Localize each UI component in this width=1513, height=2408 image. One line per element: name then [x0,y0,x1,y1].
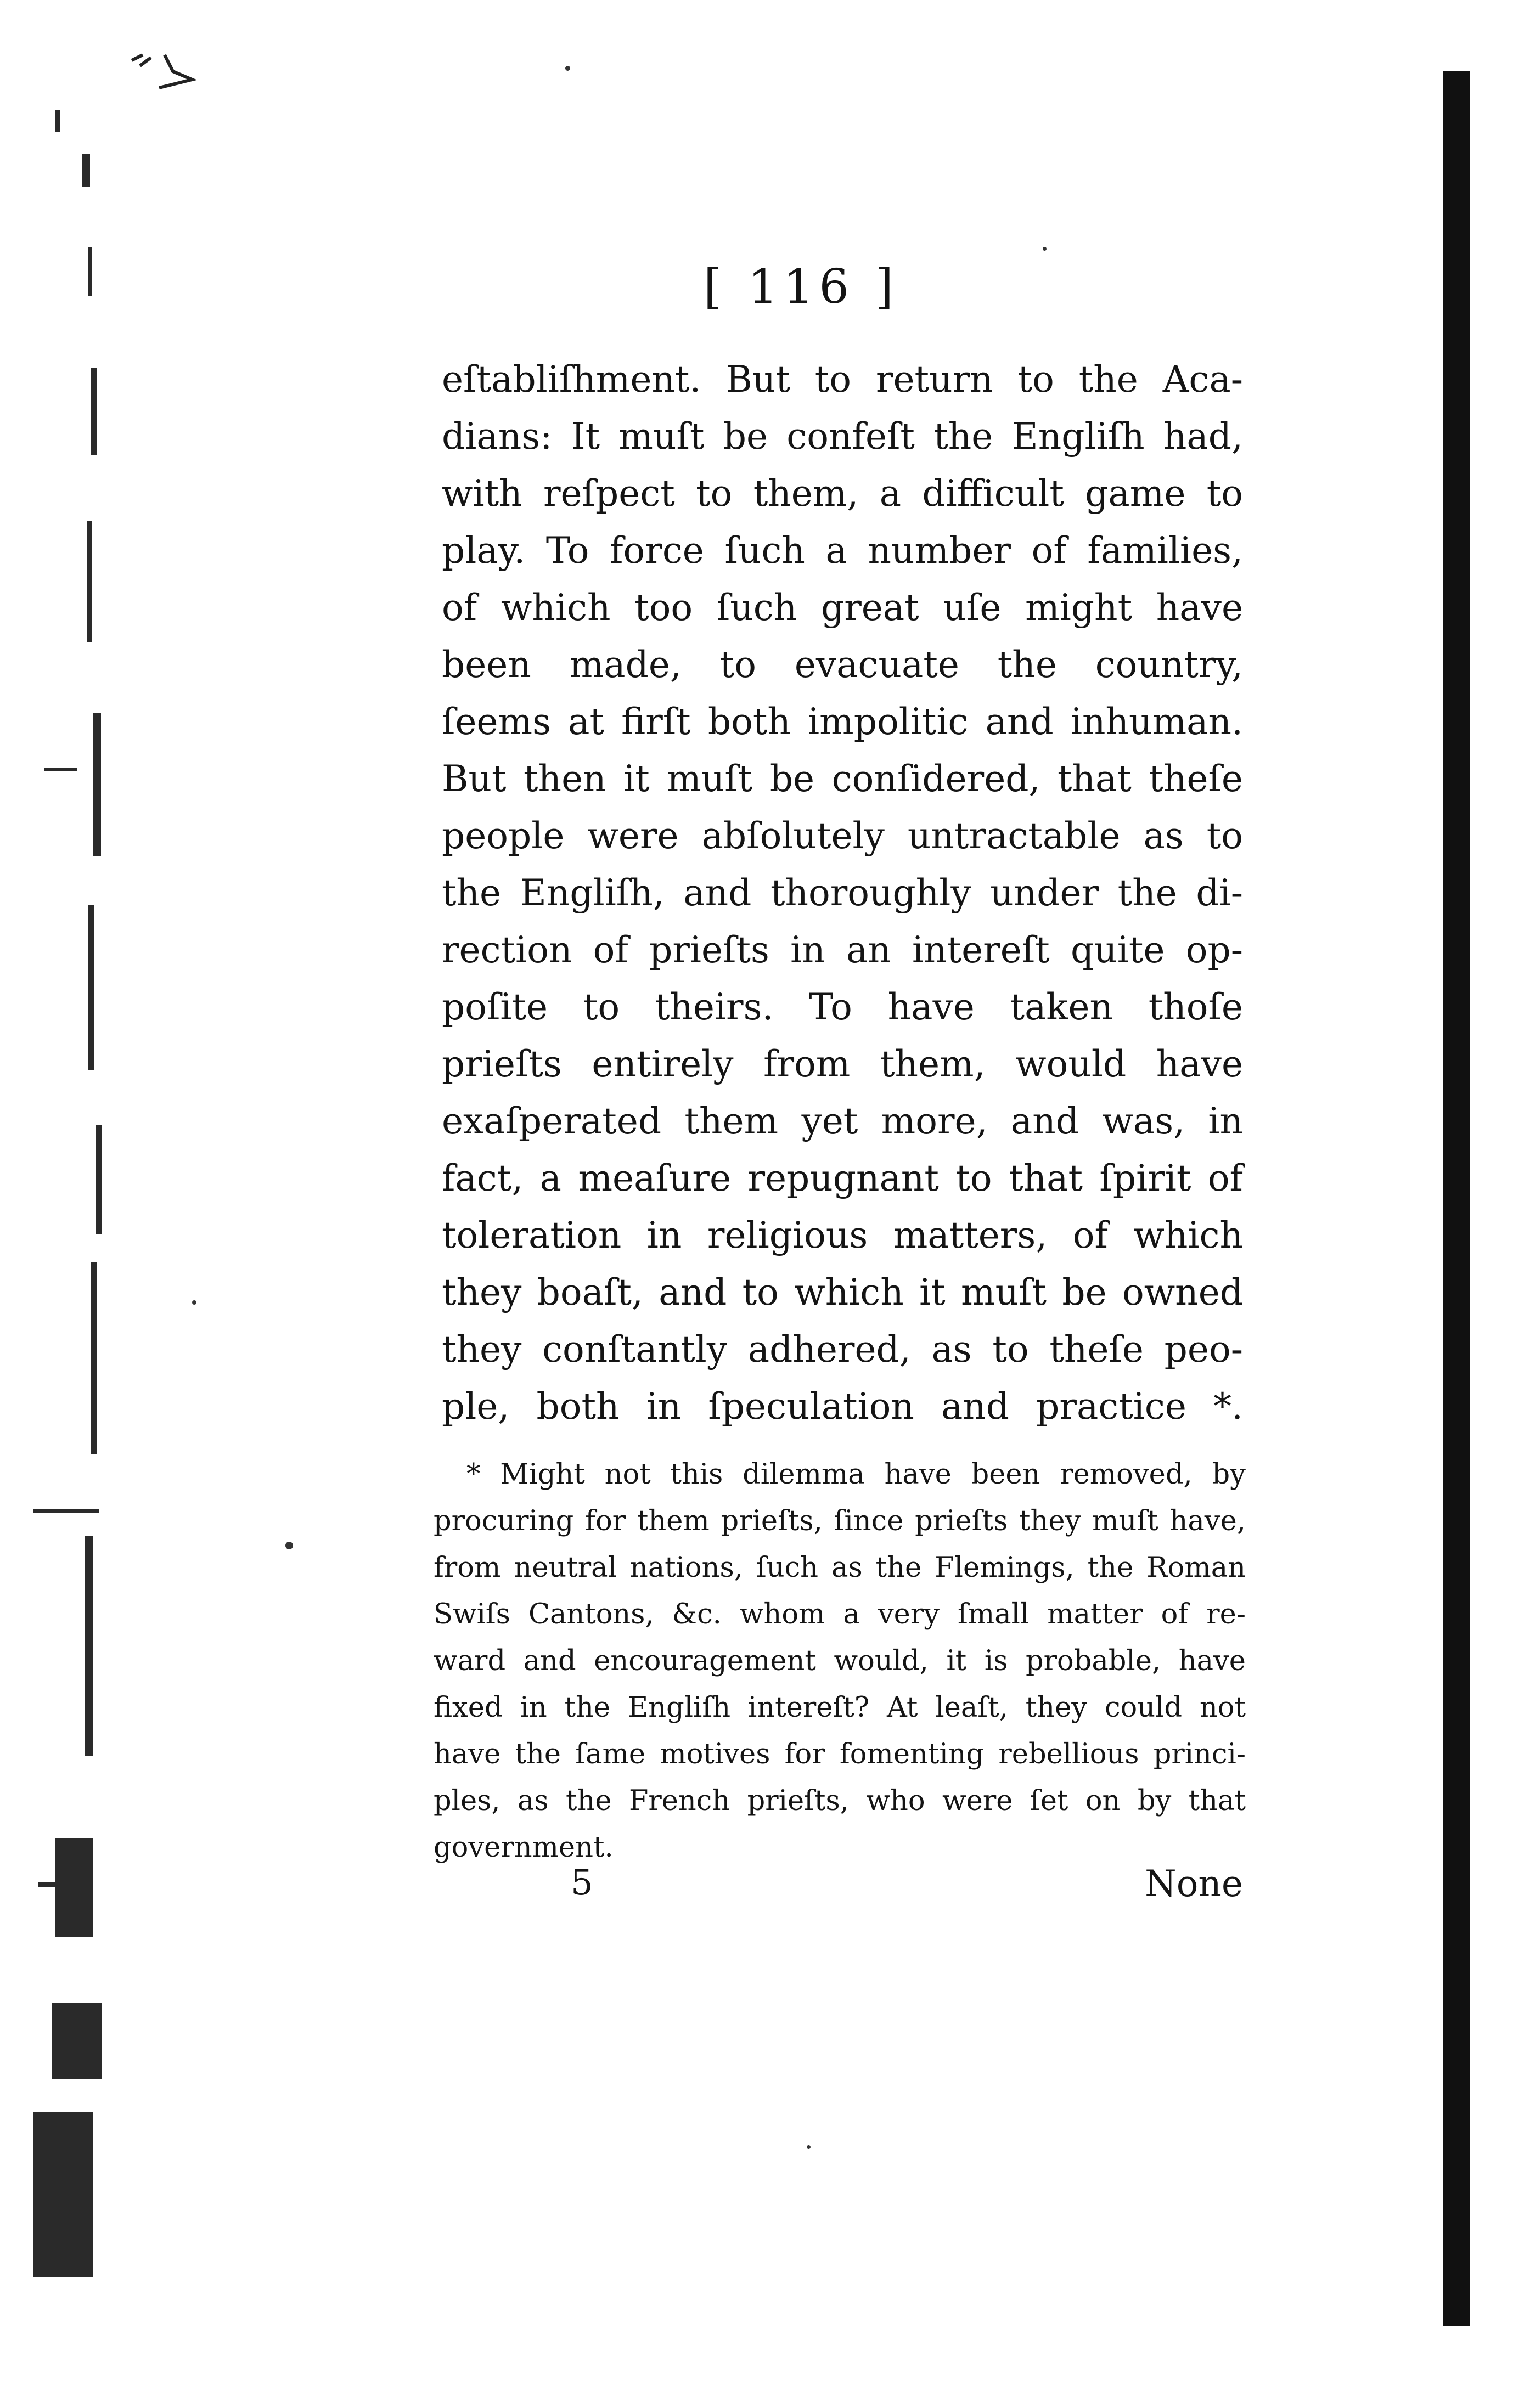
body-line: But then it muſt be conſidered, that theſe [442,758,1243,800]
body-line: rection of prieſts in an intereſt quite op- [442,929,1243,971]
footnote-line: ward and encouragement would, it is probable, have [434,1645,1246,1677]
signature-mark: 5 [571,1863,593,1903]
body-line: people were abſolutely untractable as to [442,815,1243,857]
footnote-line: * Might not this dilemma have been removed, by [466,1458,1246,1491]
footnote-line: Swiſs Cantons, &c. whom a very ſmall matter of re- [434,1598,1246,1631]
body-text [442,351,1243,1435]
body-line: prieſts entirely from them, would have [442,1043,1243,1085]
body-line: eſtabliſhment. But to return to the Aca- [442,358,1243,401]
body-line: toleration in religious matters, of which [442,1214,1243,1256]
body-line: ſeems at firſt both impolitic and inhuman. [442,701,1243,743]
binding-edge-noise [22,82,115,2332]
footnote-line: government. [434,1831,614,1864]
body-line: ple, both in ſpeculation and practice *. [442,1385,1243,1428]
body-line: been made, to evacuate the country, [442,644,1243,686]
body-line: dians: It muſt be confeſt the Engliſh had, [442,415,1243,458]
page-number-header: [ 116 ] [704,260,899,314]
dust-speck [285,1542,293,1549]
dust-speck [807,2145,811,2149]
body-line: the Engliſh, and thoroughly under the di- [442,872,1243,914]
page-edge-shadow [1443,71,1470,2326]
dust-speck [1043,247,1047,251]
footnote-line: from neutral nations, ſuch as the Flemings, the Roman [434,1552,1246,1584]
footnote-line: ples, as the French prieſts, who were ſet on by that [434,1785,1246,1817]
dust-speck [192,1300,196,1305]
body-line: of which too ſuch great uſe might have [442,587,1243,629]
body-line: they boaſt, and to which it muſt be owned [442,1271,1243,1313]
footnote-line: procuring for them prieſts, ſince prieſts they muſt have, [434,1505,1246,1537]
catchword: None [1144,1863,1243,1905]
footnote-line: have the ſame motives for fomenting rebellious princi- [434,1738,1246,1770]
body-line: they conſtantly adhered, as to theſe peo- [442,1328,1243,1371]
footnote [434,1451,1246,1871]
footnote-line: fixed in the Engliſh intereſt? At leaſt, they could not [434,1691,1246,1724]
body-line: exaſperated them yet more, and was, in [442,1100,1243,1142]
body-line: with reſpect to them, a difficult game to [442,472,1243,515]
corner-pencil-mark [126,49,198,110]
body-line: fact, a meaſure repugnant to that ſpirit of [442,1157,1243,1199]
body-line: poſite to theirs. To have taken thoſe [442,986,1243,1028]
dust-speck [565,66,570,71]
body-line: play. To force ſuch a number of families, [442,529,1243,572]
